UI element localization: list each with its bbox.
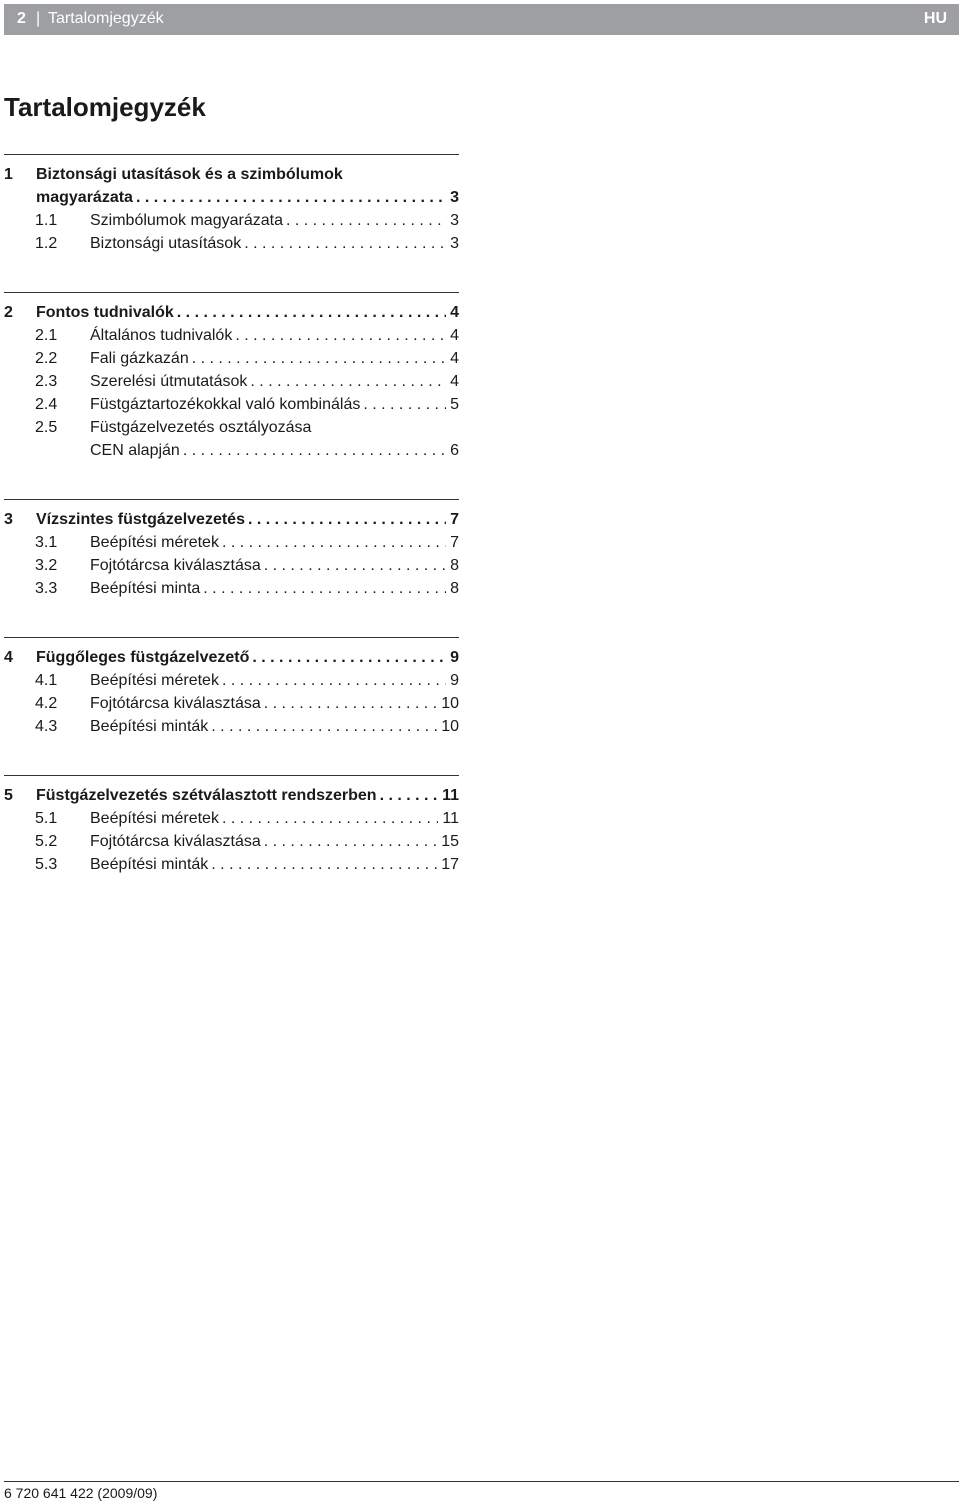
- toc-entry-2[interactable]: [4, 301, 459, 324]
- toc-page: 3: [450, 212, 459, 229]
- page-header: [4, 4, 959, 35]
- toc-entry-5-1[interactable]: [4, 807, 459, 830]
- toc-entry-5[interactable]: [4, 784, 459, 807]
- toc-entry-4[interactable]: [4, 646, 459, 669]
- toc-page: 3: [450, 235, 459, 252]
- toc-leader: [261, 830, 437, 853]
- toc-number: 3.1: [35, 534, 58, 551]
- toc-title: Szimbólumok magyarázata: [90, 212, 283, 229]
- toc-page: 11: [442, 810, 459, 827]
- toc-entry-1[interactable]: [4, 163, 459, 186]
- toc-entry-1-1[interactable]: [4, 209, 459, 232]
- toc-number: 3.3: [35, 580, 58, 597]
- toc-page: 9: [450, 649, 459, 666]
- toc-leader: [219, 807, 438, 830]
- toc-number: 2.3: [35, 373, 58, 390]
- toc-page: 17: [441, 856, 459, 873]
- toc-entry-4-2[interactable]: [4, 692, 459, 715]
- toc-title: Biztonsági utasítások: [90, 235, 242, 252]
- toc-number: 5: [4, 787, 13, 804]
- toc-number: 4.1: [35, 672, 58, 689]
- toc-number: 4.3: [35, 718, 58, 735]
- toc-entry-2-5[interactable]: [4, 416, 459, 439]
- toc-title: Beépítési minta: [90, 580, 201, 597]
- toc-leader: [180, 439, 446, 462]
- footer-doc-id: 6 720 641 422 (2009/09): [4, 1485, 158, 1501]
- toc-title: Beépítési minták: [90, 856, 209, 873]
- toc-title: CEN alapján: [90, 442, 180, 459]
- header-page-number: 2: [17, 10, 26, 27]
- toc-number: 4.2: [35, 695, 58, 712]
- toc-title: Fojtótárcsa kiválasztása: [90, 833, 261, 850]
- toc-number: 2.4: [35, 396, 58, 413]
- toc-page: 6: [450, 442, 459, 459]
- toc-entry-1-2[interactable]: [4, 232, 459, 255]
- toc-number: 5.3: [35, 856, 58, 873]
- toc-title: Beépítési méretek: [90, 672, 219, 689]
- header-separator: |: [36, 10, 41, 27]
- toc-page: 4: [450, 373, 459, 390]
- toc-leader: [133, 186, 446, 209]
- toc-number: 2: [4, 304, 13, 321]
- toc-title: Füstgáztartozékokkal való kombinálás: [90, 396, 361, 413]
- toc-leader: [208, 715, 437, 738]
- toc-leader: [241, 232, 446, 255]
- toc-entry-3-3[interactable]: [4, 577, 459, 600]
- toc-entry-2-2[interactable]: [4, 347, 459, 370]
- toc-number: 2.5: [35, 419, 58, 436]
- toc-page: 3: [450, 189, 459, 206]
- toc-title: Fontos tudnivalók: [36, 304, 174, 321]
- toc-leader: [208, 853, 437, 876]
- toc-leader: [189, 347, 446, 370]
- toc-page: 9: [450, 672, 459, 689]
- toc-title: Fojtótárcsa kiválasztása: [90, 695, 261, 712]
- page-title: Tartalomjegyzék: [4, 92, 206, 122]
- toc-number: 1: [4, 166, 13, 183]
- toc-title: Függőleges füstgázelvezető: [36, 649, 250, 666]
- toc-leader: [219, 531, 446, 554]
- toc-page: 11: [442, 787, 459, 804]
- toc-title: Biztonsági utasítások és a szimbólumok: [36, 166, 343, 183]
- toc-entry-2-4[interactable]: [4, 393, 459, 416]
- toc-title: Füstgázelvezetés osztályozása: [90, 419, 312, 436]
- toc-page: 15: [441, 833, 459, 850]
- toc-entry-2-3[interactable]: [4, 370, 459, 393]
- toc-leader: [200, 577, 446, 600]
- toc-section-5: [4, 775, 459, 876]
- toc-leader: [360, 393, 446, 416]
- toc-entry-3-2[interactable]: [4, 554, 459, 577]
- toc-section-1: [4, 154, 459, 255]
- toc-section-3: [4, 499, 459, 600]
- toc-entry-3-1[interactable]: [4, 531, 459, 554]
- toc-entry-4-1[interactable]: [4, 669, 459, 692]
- toc-page: 8: [450, 580, 459, 597]
- toc-page: 10: [441, 718, 459, 735]
- toc-leader: [249, 646, 446, 669]
- toc-leader: [261, 692, 437, 715]
- toc-leader: [245, 508, 446, 531]
- toc-title: Beépítési méretek: [90, 810, 219, 827]
- table-of-contents: [4, 154, 459, 876]
- toc-number: 2.2: [35, 350, 58, 367]
- header-language: HU: [923, 10, 947, 27]
- toc-page: 5: [450, 396, 459, 413]
- toc-number: 3: [4, 511, 13, 528]
- toc-title: Beépítési minták: [90, 718, 209, 735]
- toc-number: 2.1: [35, 327, 58, 344]
- toc-title: Szerelési útmutatások: [90, 373, 248, 390]
- toc-page: 4: [450, 327, 459, 344]
- toc-number: 1.2: [35, 235, 58, 252]
- toc-number: 5.1: [35, 810, 58, 827]
- header-title: Tartalomjegyzék: [48, 10, 164, 27]
- toc-page: 10: [441, 695, 459, 712]
- toc-leader: [232, 324, 446, 347]
- toc-section-4: [4, 637, 459, 738]
- toc-title: Beépítési méretek: [90, 534, 219, 551]
- toc-leader: [261, 554, 446, 577]
- toc-leader: [283, 209, 446, 232]
- toc-entry-2-5-cont[interactable]: [4, 439, 459, 462]
- toc-leader: [174, 301, 446, 324]
- toc-title: Fojtótárcsa kiválasztása: [90, 557, 261, 574]
- toc-title: magyarázata: [36, 189, 133, 206]
- toc-entry-5-2[interactable]: [4, 830, 459, 853]
- toc-number: 4: [4, 649, 13, 666]
- toc-entry-3[interactable]: [4, 508, 459, 531]
- toc-page: 7: [450, 511, 459, 528]
- toc-page: 7: [450, 534, 459, 551]
- toc-entry-2-1[interactable]: [4, 324, 459, 347]
- toc-leader: [377, 784, 439, 807]
- toc-title: Vízszintes füstgázelvezetés: [36, 511, 245, 528]
- toc-number: 3.2: [35, 557, 58, 574]
- toc-page: 4: [450, 304, 459, 321]
- toc-section-2: [4, 292, 459, 462]
- toc-number: 1.1: [35, 212, 58, 229]
- toc-entry-5-3[interactable]: [4, 853, 459, 876]
- toc-entry-1-cont[interactable]: [4, 186, 459, 209]
- toc-number: 5.2: [35, 833, 58, 850]
- toc-page: 8: [450, 557, 459, 574]
- toc-page: 4: [450, 350, 459, 367]
- toc-leader: [247, 370, 446, 393]
- toc-leader: [219, 669, 446, 692]
- toc-title: Általános tudnivalók: [90, 327, 233, 344]
- toc-title: Füstgázelvezetés szétválasztott rendszerben: [36, 787, 377, 804]
- footer-divider: [4, 1481, 959, 1482]
- toc-title: Fali gázkazán: [90, 350, 189, 367]
- toc-entry-4-3[interactable]: [4, 715, 459, 738]
